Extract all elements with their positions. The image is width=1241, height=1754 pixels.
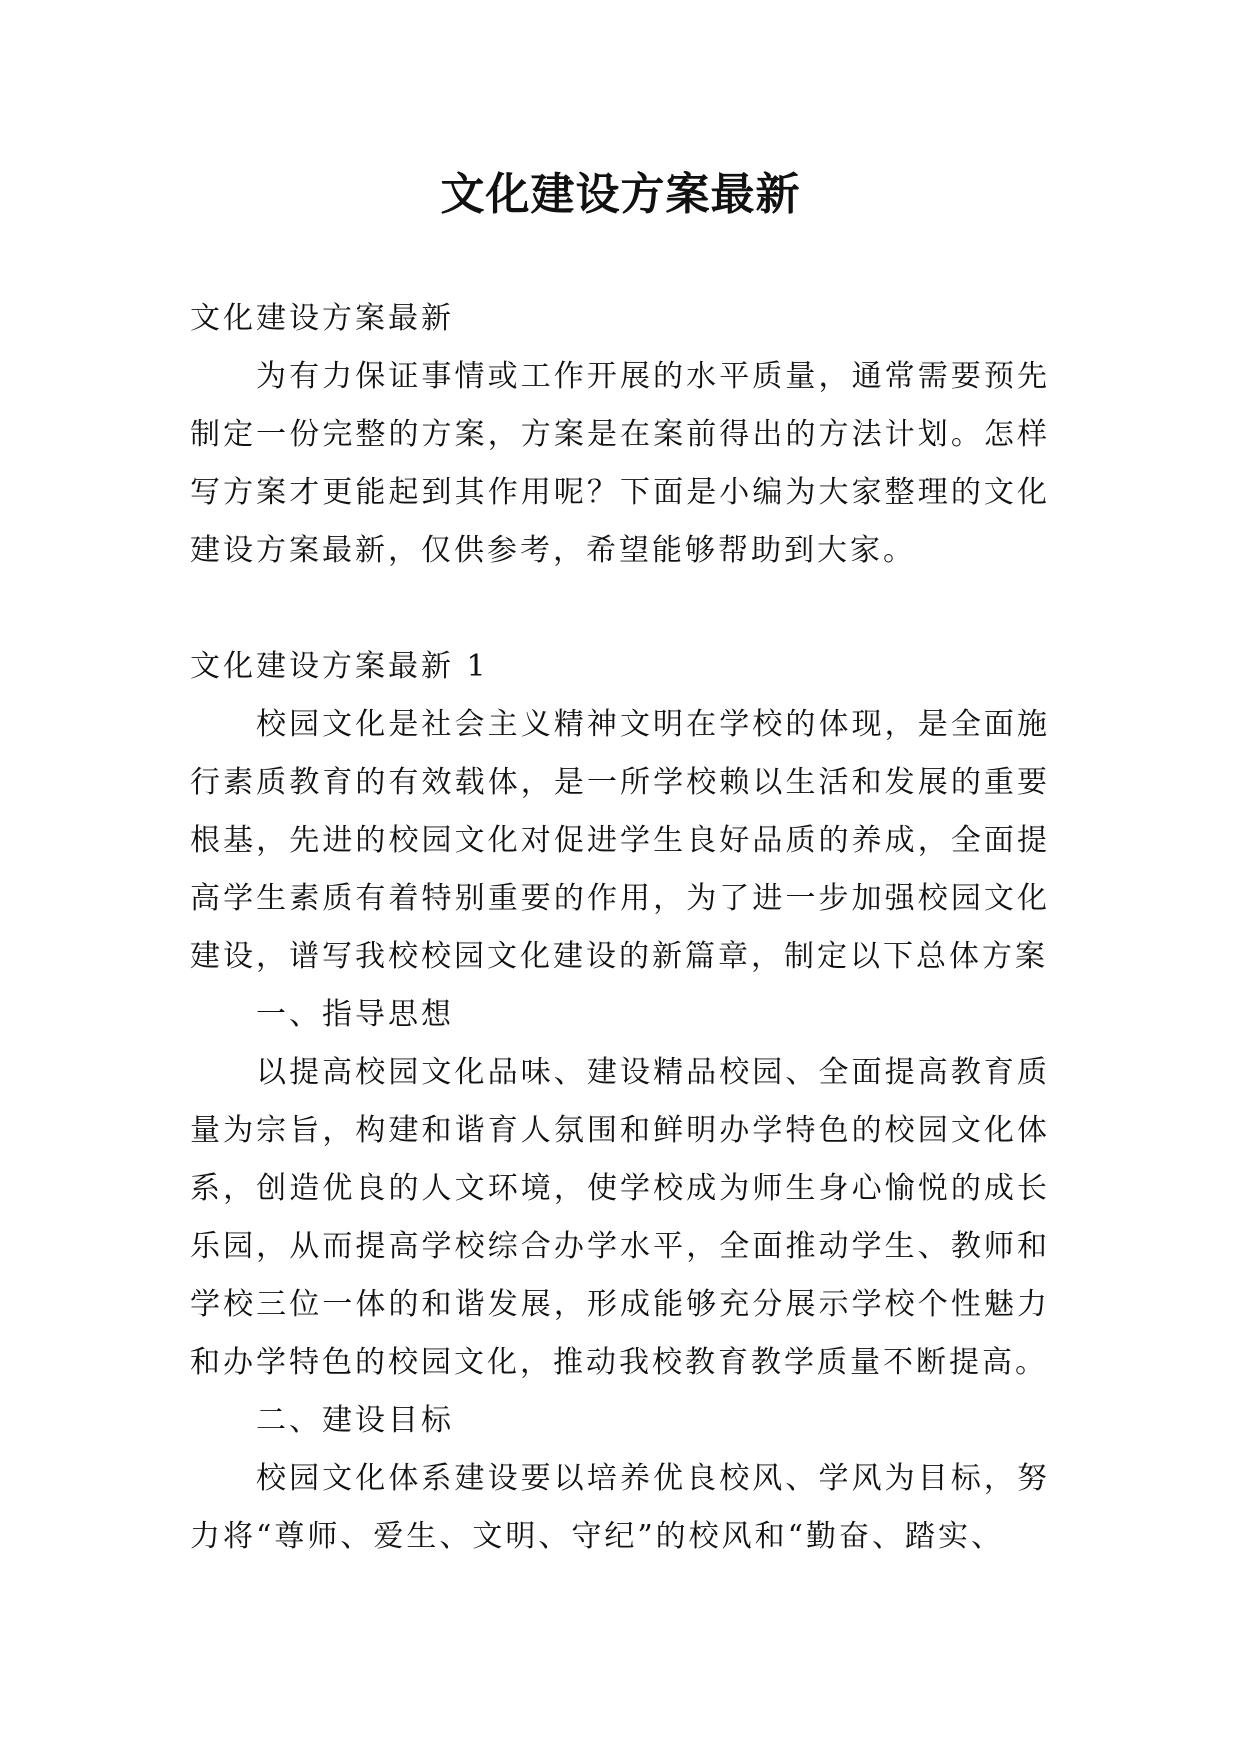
document-title: 文化建设方案最新 [440,169,801,220]
guiding-paragraph: 以提高校园文化品味、建设精品校园、全面提高教育质量为宗旨，构建和谐育人氛围和鲜明办学特色的校园文化体系，创造优良的人文环境，使学校成为师生身心愉悦的成长乐园，从而提高学校综合办学水平，全面推动学生、教师和学校三位一体的和谐发展，形成能够充分展示学校个性魅力和办学特色的校园文化，推动我校教育教学质量不断提高。 [190,1055,1050,1380]
document-subtitle: 文化建设方案最新 [190,301,454,336]
intro-paragraph: 为有力保证事情或工作开展的水平质量，通常需要预先制定一份完整的方案，方案是在案前得出的方法计划。怎样写方案才更能起到其作用呢？下面是小编为大家整理的文化建设方案最新，仅供参考，希望能够帮助到大家。 [190,359,1050,568]
section-heading-guiding: 一、指导思想 [256,997,454,1032]
section-spacer [190,580,1050,638]
section-title: 文化建设方案最新 1 [190,649,489,684]
document-body [190,290,1050,1566]
section-heading-goals: 二、建设目标 [256,1403,454,1438]
section-paragraph: 校园文化是社会主义精神文明在学校的体现，是全面施行素质教育的有效载体，是一所学校赖以生活和发展的重要根基，先进的校园文化对促进学生良好品质的养成，全面提高学生素质有着特别重要的作用，为了进一步加强校园文化建设，谱写我校校园文化建设的新篇章，制定以下总体方案 [190,707,1050,974]
goals-paragraph: 校园文化体系建设要以培养优良校风、学风为目标，努力将“尊师、爱生、文明、守纪”的校风和“勤奋、踏实、 [190,1461,1050,1554]
